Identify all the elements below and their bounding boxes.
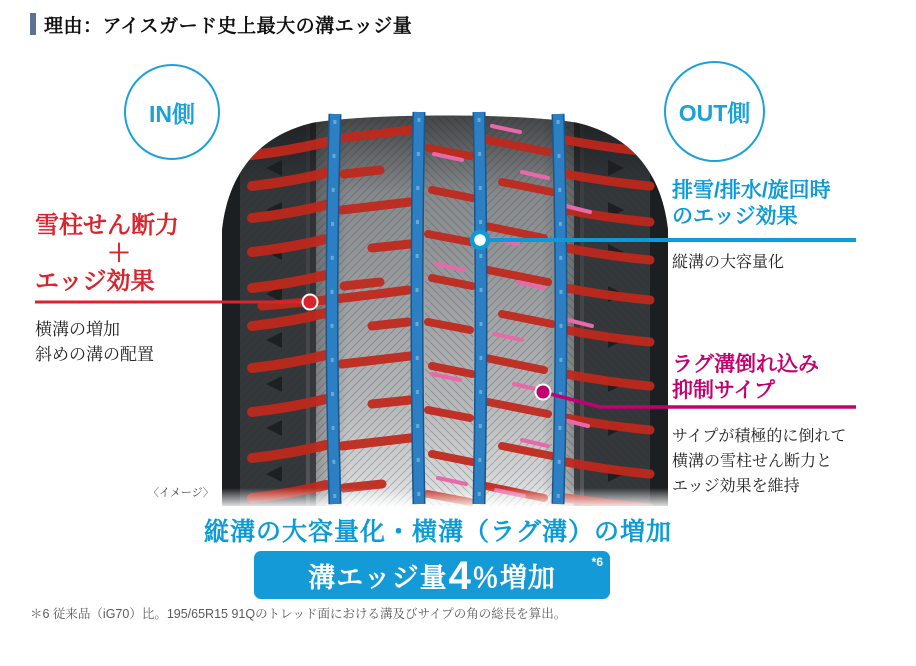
annotation-body-line: 横溝の増加 [35,320,120,340]
out-side-label: OUT側 [678,100,751,126]
badge-suffix: ％増加 [471,562,556,593]
annotation-drainage-edge [672,178,872,272]
in-side-badge [124,64,220,160]
annotation-snow-shear [35,212,221,368]
annotation-heading-line: 抑制サイプ [672,378,775,402]
annotation-body-line: サイプが積極的に倒れて [672,428,847,446]
annotation-body-line: 斜めの溝の配置 [35,344,154,364]
annotation-lug-sipe [672,352,882,500]
annotation-heading-line: 排雪/排水/旋回時 [672,179,831,202]
annotation-heading-line: ラグ溝倒れ込み [672,353,819,376]
annotation-body-line: 横溝の雪柱せん断力と [672,453,833,471]
tire-tread-illustration [222,110,668,506]
in-side-label: IN側 [149,100,195,127]
annotation-heading-line: エッジ効果 [35,268,155,296]
annotation-heading-line: のエッジ効果 [672,204,798,228]
summary-heading: 縦溝の大容量化・横溝（ラグ溝）の増加 [203,518,672,546]
badge-value: 4 [448,554,471,598]
footnote: ＊6 従来品（iG70）比。195/65R15 91Qのトレッド面における溝及びサイプの角の総長を算出。 [30,607,567,621]
annotation-heading-line: 雪柱せん断力 [35,212,179,239]
out-side-badge [664,61,765,162]
tire-body [222,110,668,506]
badge-prefix: 溝エッジ量 [308,562,448,593]
annotation-body-line: 縦溝の大容量化 [672,254,785,272]
plus-sign: ＋ [107,240,131,268]
edge-increase-badge [254,551,610,599]
annotation-body-line: エッジ効果を維持 [672,477,800,495]
badge-footnote-marker: *6 [591,555,603,569]
image-disclaimer: 〈イメージ〉 [148,487,214,499]
page-title: 理由：アイスガード史上最大の溝エッジ量 [44,16,413,37]
header-accent-bar [30,13,36,35]
